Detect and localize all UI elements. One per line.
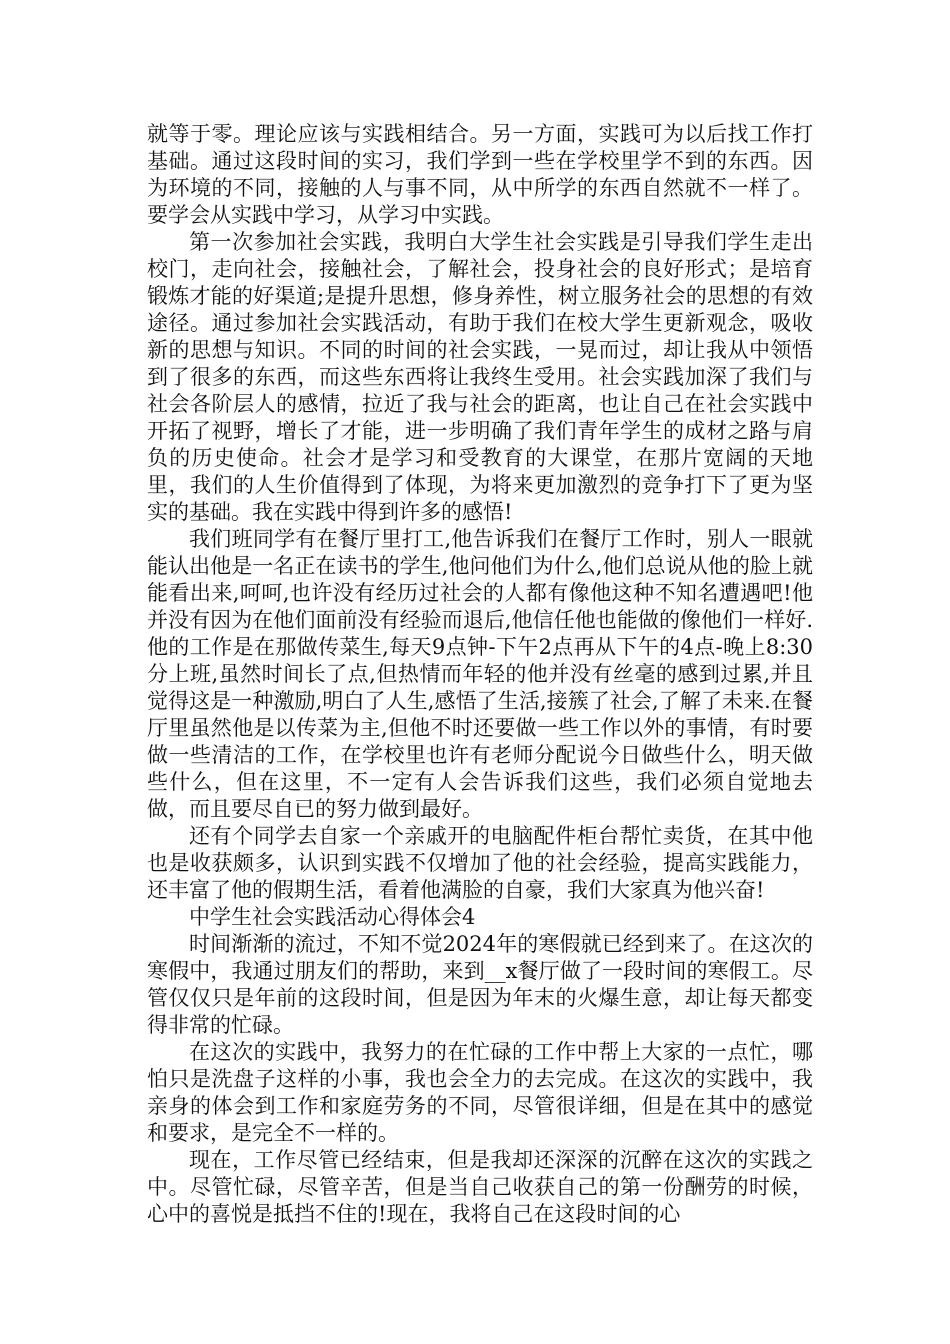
paragraph: 我们班同学有在餐厅里打工,他告诉我们在餐厅工作时，别人一眼就能认出他是一名正在读书的学生,他问他们为什么,他们总说从他的脸上就能看出来,呵呵,也许没有经历过社会的人都有像他这种不知名遭遇吧!他并没有因为在他们面前没有经验而退后,他信任他也能做的像他们一样好.他的工作是在那做传菜生,每天9点钟-下午2点再从下午的4点-晚上8:30分上班,虽然时间长了点,但热情而年轻的他并没有丝毫的感到过累,并且觉得这是一种激励,明白了人生,感悟了生活,接簇了社会,了解了未来.在餐厅里虽然他是以传菜为主,但他不时还要做一些工作以外的事情，有时要做一些清洁的工作，在学校里也许有老师分配说今日做些什么，明天做些什么，但在这里，不一定有人会告诉我们这些，我们必须自觉地去做，而且要尽自已的努力做到最好。 <box>147 527 813 821</box>
section-heading: 中学生社会实践活动心得体会4 <box>189 905 476 929</box>
document-page <box>147 121 813 1228</box>
paragraph: 时间渐渐的流过，不知不觉2024年的寒假就已经到来了。在这次的寒假中，我通过朋友们的帮助，来到__x餐厅做了一段时间的寒假工。尽管仅仅只是年前的这段时间，但是因为年末的火爆生意，却让每天都变得非常的忙碌。 <box>147 932 813 1037</box>
paragraph: 就等于零。理论应该与实践相结合。另一方面，实践可为以后找工作打基础。通过这段时间的实习，我们学到一些在学校里学不到的东西。因为环境的不同，接触的人与事不同，从中所学的东西自然就不一样了。要学会从实践中学习，从学习中实践。 <box>147 122 813 227</box>
paragraph: 在这次的实践中，我努力的在忙碌的工作中帮上大家的一点忙，哪怕只是洗盘子这样的小事，我也会全力的去完成。在这次的实践中，我亲身的体会到工作和家庭劳务的不同，尽管很详细，但是在其中的感觉和要求，是完全不一样的。 <box>147 1040 813 1145</box>
paragraph: 还有个同学去自家一个亲戚开的电脑配件柜台帮忙卖货，在其中他也是收获颇多，认识到实践不仅增加了他的社会经验，提高实践能力，还丰富了他的假期生活，看着他满脸的自豪，我们大家真为他兴奋! <box>147 824 813 902</box>
paragraph: 现在，工作尽管已经结束，但是我却还深深的沉醉在这次的实践之中。尽管忙碌，尽管辛苦，但是当自己收获自己的第一份酬劳的时候，心中的喜悦是抵挡不住的!现在，我将自己在这段时间的心 <box>147 1148 813 1226</box>
paragraph: 第一次参加社会实践，我明白大学生社会实践是引导我们学生走出校门，走向社会，接触社会，了解社会，投身社会的良好形式；是培育锻炼才能的好渠道;是提升思想，修身养性，树立服务社会的思想的有效途径。通过参加社会实践活动，有助于我们在校大学生更新观念，吸收新的思想与知识。不同的时间的社会实践，一晃而过，却让我从中领悟到了很多的东西，而这些东西将让我终生受用。社会实践加深了我们与社会各阶层人的感情，拉近了我与社会的距离，也让自己在社会实践中开拓了视野，增长了才能，进一步明确了我们青年学生的成材之路与肩负的历史使命。社会才是学习和受教育的大课堂，在那片宽阔的天地里，我们的人生价值得到了体现，为将来更加激烈的竞争打下了更为坚实的基础。我在实践中得到许多的感悟! <box>147 230 813 524</box>
